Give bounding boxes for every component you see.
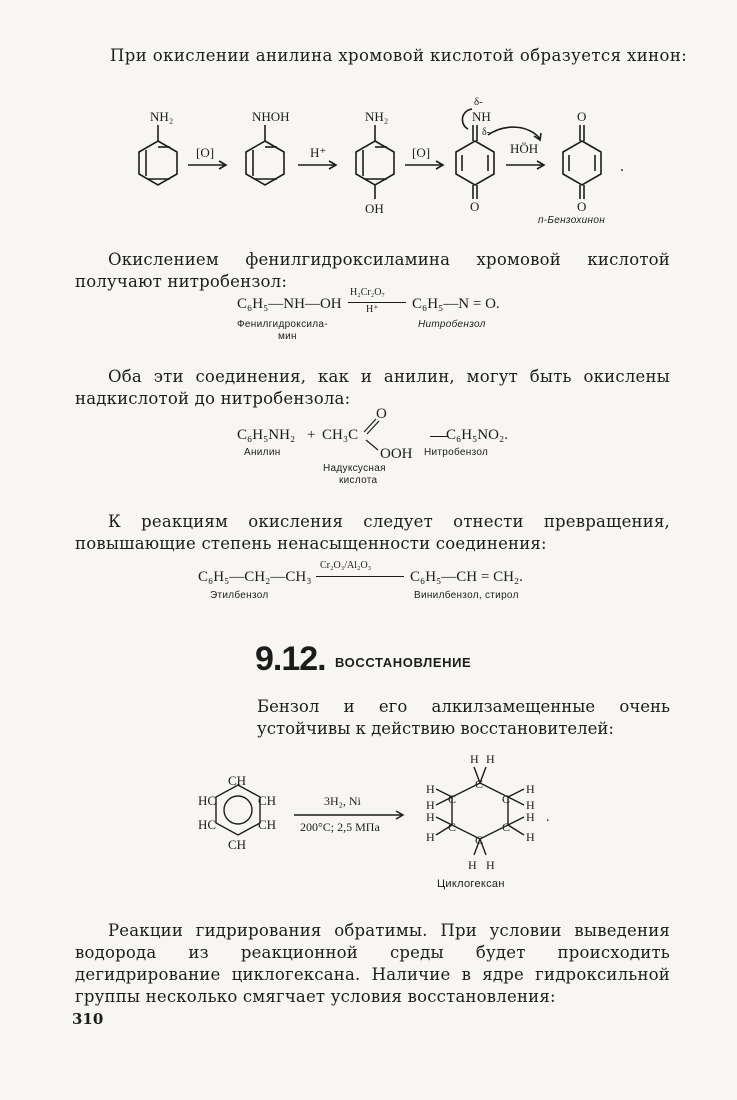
h-label: H — [426, 782, 435, 796]
acid-label: H⁺ — [310, 145, 327, 160]
h-label: H — [526, 782, 535, 796]
section-number: 9.12. — [255, 640, 326, 678]
paragraph: Оба эти соединения, как и анилин, могут быть окислены надкислотой до нитробензола: — [75, 367, 670, 408]
charge-label: δ- — [474, 96, 483, 108]
c-label: C — [502, 820, 511, 834]
h-label: H — [468, 858, 477, 872]
hc-label: HC — [198, 793, 217, 808]
aniline-oxidation-scheme — [100, 95, 660, 235]
paragraph: Окислением фенилгидроксиламина хромовой кислотой получают нитробензол: — [75, 250, 670, 291]
equation-right: C₆H₅—N = O. — [412, 296, 500, 312]
ch-label: CH — [228, 837, 247, 852]
h-label: H — [470, 752, 479, 766]
reagent-bottom: 200°C; 2,5 МПа — [300, 820, 380, 834]
equation-left: C₆H₅—NH—OH — [237, 296, 342, 312]
dot: . — [620, 158, 624, 175]
cyclohexane-caption: Циклогексан — [437, 878, 505, 890]
product-caption: Нитробензол — [424, 447, 489, 458]
h-label: H — [526, 830, 535, 844]
nh-label: NH — [472, 109, 491, 124]
oxidant-label: [O] — [412, 145, 431, 160]
intro-text: При окислении анилина хромовой кислотой образуется хинон: — [110, 46, 688, 65]
nh2-label: NH₂ — [150, 109, 174, 124]
oh-label: OH — [365, 201, 384, 216]
styrene-formula: C₆H₅—CH = CH₂. — [410, 569, 523, 585]
acid-ooh: OOH — [380, 446, 413, 462]
h-label: H — [426, 810, 435, 824]
acid-bonds — [358, 415, 383, 455]
ch-label: CH — [228, 773, 247, 788]
o-label: O — [577, 199, 587, 214]
reaction-arrow — [316, 576, 404, 577]
reactant-caption: Фенилгидроксила- — [237, 319, 328, 330]
ethylbenzene-caption: Этилбензол — [210, 590, 269, 601]
reagent-top: H₂Cr₂O₇ — [350, 287, 385, 298]
paragraph: Реакции гидрирования обратимы. При условии выведения водорода из реакционной среды будет происходить дегидрирование циклогексана. Наличие в ядре гидроксильной группы несколько смягчает условия восстановления: — [75, 921, 670, 1006]
ethylbenzene-formula: C₆H₅—CH₂—CH₃ — [198, 569, 312, 585]
acid-formula: CH₃C — [322, 427, 359, 443]
h-label: H — [486, 752, 495, 766]
hc-label: HC — [198, 817, 217, 832]
paragraph: Бензол и его алкилзамещенные очень устойчивы к действию восстановителей: — [257, 697, 670, 738]
c-label: C — [475, 833, 484, 847]
h-label: H — [426, 798, 435, 812]
oxidant-label: [O] — [196, 145, 215, 160]
nhoh-label: NHOH — [252, 109, 290, 124]
nh2-label: NH₂ — [365, 109, 389, 124]
h-label: H — [526, 810, 535, 824]
c-label: C — [502, 792, 511, 806]
h-label: H — [426, 830, 435, 844]
acid-oxygen: O — [376, 406, 387, 422]
dot: . — [546, 810, 550, 825]
c-label: C — [448, 792, 457, 806]
benzene-hydrogenation-scheme — [190, 745, 570, 885]
product-formula: C₆H₅NO₂. — [446, 427, 508, 443]
reaction-arrow — [348, 302, 406, 303]
acid-caption: Надуксусная — [323, 463, 386, 474]
o-label: O — [577, 109, 587, 124]
reagent-top: 3H₂, Ni — [324, 794, 361, 808]
benzoquinone-caption: п-Бензохинон — [538, 215, 606, 226]
aniline-caption: Анилин — [244, 447, 281, 458]
water-label: HÖH — [510, 141, 539, 156]
ch-label: CH — [258, 793, 277, 808]
section-title: ВОССТАНОВЛЕНИЕ — [335, 655, 472, 670]
styrene-caption: Винилбензол, стирол — [414, 590, 519, 601]
o-label: O — [470, 199, 480, 214]
catalyst-label: Cr₂O₃/Al₂O₃ — [320, 560, 372, 571]
paragraph: К реакциям окисления следует отнести превращения, повышающие степень ненасыщенности соединения: — [75, 512, 670, 553]
page-number: 310 — [72, 1010, 104, 1028]
h-label: H — [486, 858, 495, 872]
c-label: C — [448, 820, 457, 834]
h-label: H — [526, 798, 535, 812]
reagent-bottom: H⁺ — [366, 304, 379, 315]
aniline-formula: C₆H₅NH₂ — [237, 427, 296, 443]
c-label: C — [475, 777, 484, 791]
reactant-caption: мин — [278, 331, 297, 342]
product-caption: Нитробензол — [418, 319, 486, 330]
ch-label: CH — [258, 817, 277, 832]
charge-label: δ- — [482, 127, 491, 138]
plus-sign: + — [307, 427, 316, 443]
acid-caption: кислота — [339, 475, 378, 486]
